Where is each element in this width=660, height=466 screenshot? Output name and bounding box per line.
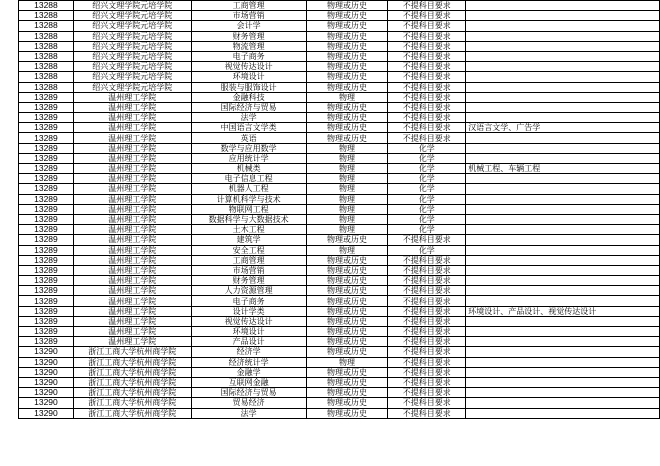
table-row	[19, 306, 660, 316]
school-name-cell: 温州理工学院	[73, 337, 191, 347]
school-name-cell: 温州理工学院	[73, 194, 191, 204]
spreadsheet-sheet	[18, 0, 660, 419]
major-name-cell: 经济学	[191, 347, 306, 357]
first-subject-cell: 物理或历史	[306, 41, 388, 51]
table-row	[19, 41, 660, 51]
school-name-cell: 温州理工学院	[73, 164, 191, 174]
major-name-cell: 物联网工程	[191, 204, 306, 214]
major-name-cell: 财务管理	[191, 31, 306, 41]
table-row	[19, 1, 660, 11]
table-row	[19, 296, 660, 306]
institution-code-cell: 13289	[19, 113, 74, 123]
major-name-cell: 互联网金融	[191, 377, 306, 387]
subject-requirement-cell: 不提科目要求	[388, 51, 466, 61]
table-row	[19, 21, 660, 31]
subject-requirement-cell: 不提科目要求	[388, 388, 466, 398]
subject-requirement-cell: 不提科目要求	[388, 31, 466, 41]
school-name-cell: 浙江工商大学杭州商学院	[73, 408, 191, 418]
major-name-cell: 国际经济与贸易	[191, 388, 306, 398]
major-name-cell: 市场营销	[191, 265, 306, 275]
school-name-cell: 浙江工商大学杭州商学院	[73, 388, 191, 398]
subject-requirement-cell: 化学	[388, 184, 466, 194]
included-majors-cell	[466, 316, 660, 326]
subject-requirement-cell: 不提科目要求	[388, 316, 466, 326]
school-name-cell: 温州理工学院	[73, 214, 191, 224]
subject-requirement-cell: 不提科目要求	[388, 398, 466, 408]
institution-code-cell: 13290	[19, 347, 74, 357]
first-subject-cell: 物理	[306, 214, 388, 224]
subject-requirement-cell: 不提科目要求	[388, 286, 466, 296]
institution-code-cell: 13288	[19, 72, 74, 82]
table-row	[19, 102, 660, 112]
table-row	[19, 398, 660, 408]
institution-code-cell: 13289	[19, 276, 74, 286]
table-row	[19, 184, 660, 194]
table-row	[19, 31, 660, 41]
included-majors-cell: 环境设计、产品设计、视觉传达设计	[466, 306, 660, 316]
first-subject-cell: 物理	[306, 92, 388, 102]
school-name-cell: 绍兴文理学院元培学院	[73, 31, 191, 41]
subject-requirement-cell: 不提科目要求	[388, 82, 466, 92]
institution-code-cell: 13288	[19, 21, 74, 31]
institution-code-cell: 13289	[19, 245, 74, 255]
table-row	[19, 377, 660, 387]
major-name-cell: 数据科学与大数据技术	[191, 214, 306, 224]
institution-code-cell: 13289	[19, 102, 74, 112]
first-subject-cell: 物理或历史	[306, 31, 388, 41]
included-majors-cell	[466, 327, 660, 337]
major-name-cell: 金融科技	[191, 92, 306, 102]
school-name-cell: 温州理工学院	[73, 102, 191, 112]
table-row	[19, 174, 660, 184]
first-subject-cell: 物理	[306, 174, 388, 184]
first-subject-cell: 物理	[306, 184, 388, 194]
first-subject-cell: 物理或历史	[306, 11, 388, 21]
first-subject-cell: 物理或历史	[306, 51, 388, 61]
included-majors-cell	[466, 92, 660, 102]
major-name-cell: 人力资源管理	[191, 286, 306, 296]
institution-code-cell: 13289	[19, 327, 74, 337]
institution-code-cell: 13288	[19, 82, 74, 92]
table-row	[19, 194, 660, 204]
table-row	[19, 316, 660, 326]
subject-requirement-cell: 不提科目要求	[388, 327, 466, 337]
included-majors-cell	[466, 82, 660, 92]
first-subject-cell: 物理或历史	[306, 337, 388, 347]
subject-requirement-cell: 不提科目要求	[388, 265, 466, 275]
table-row	[19, 62, 660, 72]
major-name-cell: 环境设计	[191, 327, 306, 337]
included-majors-cell	[466, 11, 660, 21]
first-subject-cell: 物理或历史	[306, 1, 388, 11]
institution-code-cell: 13289	[19, 133, 74, 143]
major-name-cell: 工商管理	[191, 1, 306, 11]
institution-code-cell: 13290	[19, 367, 74, 377]
included-majors-cell	[466, 214, 660, 224]
major-name-cell: 财务管理	[191, 276, 306, 286]
table-row	[19, 133, 660, 143]
school-name-cell: 温州理工学院	[73, 225, 191, 235]
school-name-cell: 温州理工学院	[73, 306, 191, 316]
included-majors-cell	[466, 225, 660, 235]
subject-requirement-cell: 化学	[388, 204, 466, 214]
subject-requirement-cell: 不提科目要求	[388, 102, 466, 112]
school-name-cell: 温州理工学院	[73, 113, 191, 123]
school-name-cell: 温州理工学院	[73, 276, 191, 286]
institution-code-cell: 13288	[19, 41, 74, 51]
school-name-cell: 绍兴文理学院元培学院	[73, 51, 191, 61]
first-subject-cell: 物理	[306, 204, 388, 214]
table-row	[19, 51, 660, 61]
institution-code-cell: 13288	[19, 31, 74, 41]
school-name-cell: 温州理工学院	[73, 123, 191, 133]
institution-code-cell: 13288	[19, 11, 74, 21]
first-subject-cell: 物理或历史	[306, 327, 388, 337]
included-majors-cell	[466, 255, 660, 265]
subject-requirement-cell: 化学	[388, 164, 466, 174]
included-majors-cell	[466, 194, 660, 204]
first-subject-cell: 物理或历史	[306, 82, 388, 92]
subject-requirement-cell: 不提科目要求	[388, 41, 466, 51]
institution-code-cell: 13289	[19, 235, 74, 245]
included-majors-cell	[466, 31, 660, 41]
first-subject-cell: 物理或历史	[306, 377, 388, 387]
subject-requirement-cell: 不提科目要求	[388, 62, 466, 72]
school-name-cell: 温州理工学院	[73, 153, 191, 163]
table-row	[19, 214, 660, 224]
institution-code-cell: 13289	[19, 143, 74, 153]
table-row	[19, 347, 660, 357]
institution-code-cell: 13288	[19, 62, 74, 72]
first-subject-cell: 物理或历史	[306, 408, 388, 418]
major-name-cell: 机械类	[191, 164, 306, 174]
included-majors-cell	[466, 62, 660, 72]
school-name-cell: 绍兴文理学院元培学院	[73, 41, 191, 51]
first-subject-cell: 物理或历史	[306, 102, 388, 112]
major-name-cell: 环境设计	[191, 72, 306, 82]
included-majors-cell	[466, 102, 660, 112]
first-subject-cell: 物理或历史	[306, 367, 388, 377]
major-name-cell: 金融学	[191, 367, 306, 377]
subject-requirement-cell: 不提科目要求	[388, 235, 466, 245]
included-majors-cell	[466, 408, 660, 418]
first-subject-cell: 物理或历史	[306, 316, 388, 326]
included-majors-cell	[466, 377, 660, 387]
subject-requirement-cell: 不提科目要求	[388, 408, 466, 418]
first-subject-cell: 物理或历史	[306, 296, 388, 306]
included-majors-cell	[466, 265, 660, 275]
first-subject-cell: 物理	[306, 194, 388, 204]
subject-requirement-cell: 化学	[388, 143, 466, 153]
major-name-cell: 视觉传达设计	[191, 62, 306, 72]
institution-code-cell: 13289	[19, 306, 74, 316]
first-subject-cell: 物理	[306, 357, 388, 367]
table-row	[19, 123, 660, 133]
table-row	[19, 367, 660, 377]
school-name-cell: 温州理工学院	[73, 143, 191, 153]
included-majors-cell	[466, 204, 660, 214]
table-row	[19, 113, 660, 123]
included-majors-cell	[466, 153, 660, 163]
table-row	[19, 82, 660, 92]
institution-code-cell: 13289	[19, 214, 74, 224]
table-row	[19, 286, 660, 296]
subject-requirement-cell: 不提科目要求	[388, 377, 466, 387]
school-name-cell: 温州理工学院	[73, 174, 191, 184]
included-majors-cell	[466, 1, 660, 11]
subject-requirements-table	[18, 0, 660, 419]
included-majors-cell	[466, 21, 660, 31]
first-subject-cell: 物理或历史	[306, 235, 388, 245]
first-subject-cell: 物理或历史	[306, 276, 388, 286]
institution-code-cell: 13289	[19, 316, 74, 326]
school-name-cell: 温州理工学院	[73, 184, 191, 194]
included-majors-cell	[466, 51, 660, 61]
table-body	[19, 1, 660, 419]
included-majors-cell	[466, 357, 660, 367]
subject-requirement-cell: 不提科目要求	[388, 72, 466, 82]
subject-requirement-cell: 化学	[388, 153, 466, 163]
school-name-cell: 温州理工学院	[73, 92, 191, 102]
subject-requirement-cell: 不提科目要求	[388, 306, 466, 316]
included-majors-cell: 汉语言文学、广告学	[466, 123, 660, 133]
school-name-cell: 温州理工学院	[73, 327, 191, 337]
school-name-cell: 温州理工学院	[73, 235, 191, 245]
first-subject-cell: 物理或历史	[306, 265, 388, 275]
major-name-cell: 产品设计	[191, 337, 306, 347]
school-name-cell: 绍兴文理学院元培学院	[73, 11, 191, 21]
subject-requirement-cell: 不提科目要求	[388, 255, 466, 265]
subject-requirement-cell: 不提科目要求	[388, 123, 466, 133]
school-name-cell: 温州理工学院	[73, 296, 191, 306]
included-majors-cell	[466, 133, 660, 143]
institution-code-cell: 13288	[19, 51, 74, 61]
first-subject-cell: 物理或历史	[306, 133, 388, 143]
institution-code-cell: 13289	[19, 174, 74, 184]
included-majors-cell	[466, 367, 660, 377]
major-name-cell: 物流管理	[191, 41, 306, 51]
first-subject-cell: 物理或历史	[306, 113, 388, 123]
major-name-cell: 国际经济与贸易	[191, 102, 306, 112]
school-name-cell: 温州理工学院	[73, 133, 191, 143]
major-name-cell: 经济统计学	[191, 357, 306, 367]
major-name-cell: 数学与应用数学	[191, 143, 306, 153]
included-majors-cell	[466, 235, 660, 245]
included-majors-cell	[466, 143, 660, 153]
table-row	[19, 276, 660, 286]
table-row	[19, 72, 660, 82]
institution-code-cell: 13289	[19, 265, 74, 275]
major-name-cell: 应用统计学	[191, 153, 306, 163]
first-subject-cell: 物理或历史	[306, 72, 388, 82]
institution-code-cell: 13289	[19, 225, 74, 235]
included-majors-cell	[466, 41, 660, 51]
institution-code-cell: 13289	[19, 255, 74, 265]
first-subject-cell: 物理	[306, 164, 388, 174]
included-majors-cell	[466, 184, 660, 194]
subject-requirement-cell: 不提科目要求	[388, 276, 466, 286]
institution-code-cell: 13289	[19, 92, 74, 102]
subject-requirement-cell: 不提科目要求	[388, 11, 466, 21]
school-name-cell: 绍兴文理学院元培学院	[73, 82, 191, 92]
first-subject-cell: 物理	[306, 225, 388, 235]
first-subject-cell: 物理或历史	[306, 123, 388, 133]
institution-code-cell: 13289	[19, 337, 74, 347]
school-name-cell: 温州理工学院	[73, 204, 191, 214]
school-name-cell: 浙江工商大学杭州商学院	[73, 357, 191, 367]
subject-requirement-cell: 化学	[388, 214, 466, 224]
included-majors-cell	[466, 72, 660, 82]
subject-requirement-cell: 不提科目要求	[388, 296, 466, 306]
table-row	[19, 255, 660, 265]
table-row	[19, 337, 660, 347]
school-name-cell: 温州理工学院	[73, 245, 191, 255]
included-majors-cell	[466, 398, 660, 408]
major-name-cell: 电子商务	[191, 51, 306, 61]
subject-requirement-cell: 不提科目要求	[388, 357, 466, 367]
major-name-cell: 建筑学	[191, 235, 306, 245]
major-name-cell: 计算机科学与技术	[191, 194, 306, 204]
school-name-cell: 绍兴文理学院元培学院	[73, 72, 191, 82]
subject-requirement-cell: 不提科目要求	[388, 113, 466, 123]
school-name-cell: 绍兴文理学院元培学院	[73, 1, 191, 11]
institution-code-cell: 13289	[19, 184, 74, 194]
institution-code-cell: 13289	[19, 153, 74, 163]
included-majors-cell	[466, 388, 660, 398]
first-subject-cell: 物理或历史	[306, 286, 388, 296]
first-subject-cell: 物理或历史	[306, 255, 388, 265]
major-name-cell: 机器人工程	[191, 184, 306, 194]
major-name-cell: 工商管理	[191, 255, 306, 265]
table-row	[19, 164, 660, 174]
major-name-cell: 中国语言文学类	[191, 123, 306, 133]
subject-requirement-cell: 不提科目要求	[388, 347, 466, 357]
included-majors-cell	[466, 337, 660, 347]
first-subject-cell: 物理	[306, 143, 388, 153]
first-subject-cell: 物理	[306, 153, 388, 163]
table-row	[19, 245, 660, 255]
table-row	[19, 408, 660, 418]
school-name-cell: 浙江工商大学杭州商学院	[73, 398, 191, 408]
institution-code-cell: 13289	[19, 296, 74, 306]
table-row	[19, 327, 660, 337]
school-name-cell: 绍兴文理学院元培学院	[73, 62, 191, 72]
school-name-cell: 温州理工学院	[73, 286, 191, 296]
major-name-cell: 视觉传达设计	[191, 316, 306, 326]
table-row	[19, 92, 660, 102]
first-subject-cell: 物理或历史	[306, 398, 388, 408]
school-name-cell: 浙江工商大学杭州商学院	[73, 347, 191, 357]
first-subject-cell: 物理或历史	[306, 21, 388, 31]
major-name-cell: 服装与服饰设计	[191, 82, 306, 92]
subject-requirement-cell: 化学	[388, 225, 466, 235]
first-subject-cell: 物理或历史	[306, 62, 388, 72]
school-name-cell: 温州理工学院	[73, 255, 191, 265]
institution-code-cell: 13290	[19, 408, 74, 418]
subject-requirement-cell: 不提科目要求	[388, 337, 466, 347]
school-name-cell: 浙江工商大学杭州商学院	[73, 367, 191, 377]
table-row	[19, 265, 660, 275]
included-majors-cell	[466, 245, 660, 255]
included-majors-cell	[466, 276, 660, 286]
subject-requirement-cell: 化学	[388, 174, 466, 184]
school-name-cell: 绍兴文理学院元培学院	[73, 21, 191, 31]
major-name-cell: 法学	[191, 408, 306, 418]
major-name-cell: 会计学	[191, 21, 306, 31]
included-majors-cell	[466, 347, 660, 357]
institution-code-cell: 13290	[19, 398, 74, 408]
major-name-cell: 英语	[191, 133, 306, 143]
table-row	[19, 357, 660, 367]
school-name-cell: 浙江工商大学杭州商学院	[73, 377, 191, 387]
first-subject-cell: 物理或历史	[306, 347, 388, 357]
major-name-cell: 电子商务	[191, 296, 306, 306]
institution-code-cell: 13288	[19, 1, 74, 11]
major-name-cell: 法学	[191, 113, 306, 123]
major-name-cell: 设计学类	[191, 306, 306, 316]
school-name-cell: 温州理工学院	[73, 316, 191, 326]
first-subject-cell: 物理或历史	[306, 306, 388, 316]
subject-requirement-cell: 不提科目要求	[388, 21, 466, 31]
included-majors-cell	[466, 174, 660, 184]
major-name-cell: 市场营销	[191, 11, 306, 21]
subject-requirement-cell: 不提科目要求	[388, 367, 466, 377]
major-name-cell: 贸易经济	[191, 398, 306, 408]
table-row	[19, 225, 660, 235]
institution-code-cell: 13289	[19, 164, 74, 174]
subject-requirement-cell: 不提科目要求	[388, 92, 466, 102]
subject-requirement-cell: 化学	[388, 194, 466, 204]
table-row	[19, 235, 660, 245]
table-row	[19, 153, 660, 163]
major-name-cell: 土木工程	[191, 225, 306, 235]
major-name-cell: 安全工程	[191, 245, 306, 255]
included-majors-cell	[466, 296, 660, 306]
institution-code-cell: 13289	[19, 286, 74, 296]
included-majors-cell: 机械工程、车辆工程	[466, 164, 660, 174]
first-subject-cell: 物理	[306, 245, 388, 255]
institution-code-cell: 13289	[19, 194, 74, 204]
school-name-cell: 温州理工学院	[73, 265, 191, 275]
subject-requirement-cell: 不提科目要求	[388, 1, 466, 11]
institution-code-cell: 13289	[19, 204, 74, 214]
table-row	[19, 388, 660, 398]
first-subject-cell: 物理或历史	[306, 388, 388, 398]
table-row	[19, 11, 660, 21]
institution-code-cell: 13289	[19, 123, 74, 133]
table-row	[19, 204, 660, 214]
included-majors-cell	[466, 286, 660, 296]
subject-requirement-cell: 不提科目要求	[388, 133, 466, 143]
institution-code-cell: 13290	[19, 357, 74, 367]
included-majors-cell	[466, 113, 660, 123]
institution-code-cell: 13290	[19, 377, 74, 387]
subject-requirement-cell: 化学	[388, 245, 466, 255]
institution-code-cell: 13290	[19, 388, 74, 398]
table-row	[19, 143, 660, 153]
major-name-cell: 电子信息工程	[191, 174, 306, 184]
